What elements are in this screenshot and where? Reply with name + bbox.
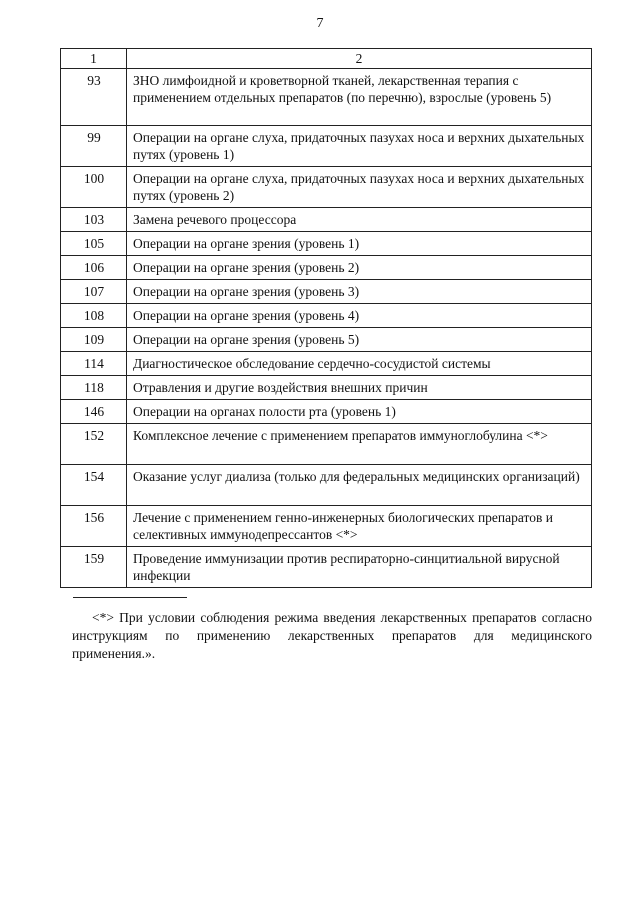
table-row: [61, 376, 592, 400]
row-description: Операции на органах полости рта (уровень 1): [127, 400, 592, 424]
row-description: Операции на органе зрения (уровень 1): [127, 232, 592, 256]
table-row: [61, 232, 592, 256]
table-row: [61, 167, 592, 208]
column-header-number: 1: [61, 49, 127, 69]
row-number: 103: [61, 208, 127, 232]
page-number: 7: [316, 16, 324, 31]
row-number: 108: [61, 304, 127, 328]
column-header-description: 2: [127, 49, 592, 69]
row-number: 105: [61, 232, 127, 256]
table-row: [61, 400, 592, 424]
row-description: Оказание услуг диализа (только для федеральных медицинских организаций): [127, 465, 592, 506]
row-number: 159: [61, 547, 127, 588]
table-row: [61, 280, 592, 304]
row-number: 100: [61, 167, 127, 208]
row-description: Операции на органе слуха, придаточных пазухах носа и верхних дыхательных путях (уровень 1): [127, 126, 592, 167]
row-number: 93: [61, 69, 127, 126]
row-description: Комплексное лечение с применением препаратов иммуноглобулина <*>: [127, 424, 592, 465]
table-row: [61, 208, 592, 232]
row-number: 106: [61, 256, 127, 280]
row-number: 118: [61, 376, 127, 400]
table-row: [61, 69, 592, 126]
row-description: Операции на органе зрения (уровень 5): [127, 328, 592, 352]
row-description: Лечение с применением генно-инженерных биологических препаратов и селективных иммунодепрессантов <*>: [127, 506, 592, 547]
row-number: 109: [61, 328, 127, 352]
table-header-row: [61, 49, 592, 69]
row-number: 99: [61, 126, 127, 167]
table-row: [61, 328, 592, 352]
table-row: [61, 304, 592, 328]
services-table: [60, 48, 592, 588]
row-description: Проведение иммунизации против респираторно-синцитиальной вирусной инфекции: [127, 547, 592, 588]
row-description: Замена речевого процессора: [127, 208, 592, 232]
row-number: 146: [61, 400, 127, 424]
row-number: 156: [61, 506, 127, 547]
row-description: Операции на органе зрения (уровень 4): [127, 304, 592, 328]
row-description: Отравления и другие воздействия внешних причин: [127, 376, 592, 400]
table-row: [61, 256, 592, 280]
row-number: 154: [61, 465, 127, 506]
row-description: Операции на органе слуха, придаточных пазухах носа и верхних дыхательных путях (уровень 2): [127, 167, 592, 208]
table-row: [61, 126, 592, 167]
table-row: [61, 465, 592, 506]
table-row: [61, 424, 592, 465]
footnote: <*> При условии соблюдения режима введения лекарственных препаратов согласно инструкциям по применению лекарственных препаратов для медицинского применения.».: [72, 610, 592, 661]
table-row: [61, 506, 592, 547]
footnote-separator: [73, 597, 187, 598]
row-number: 114: [61, 352, 127, 376]
table-row: [61, 352, 592, 376]
row-number: 152: [61, 424, 127, 465]
row-description: Операции на органе зрения (уровень 2): [127, 256, 592, 280]
row-description: Операции на органе зрения (уровень 3): [127, 280, 592, 304]
row-number: 107: [61, 280, 127, 304]
table-row: [61, 547, 592, 588]
row-description: Диагностическое обследование сердечно-сосудистой системы: [127, 352, 592, 376]
row-description: ЗНО лимфоидной и кроветворной тканей, лекарственная терапия с применением отдельных препаратов (по перечню), взрослые (уровень 5): [127, 69, 592, 126]
